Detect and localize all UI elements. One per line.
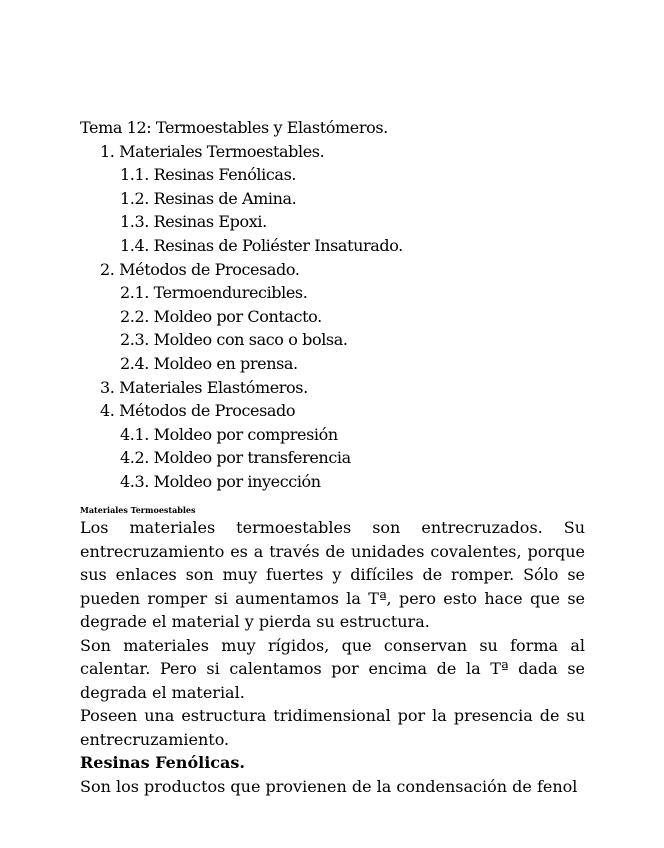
table-of-contents <box>80 116 600 494</box>
outline-item: 3. Materiales Elastómeros. <box>100 377 308 397</box>
subheading: Resinas Fenólicas. <box>80 753 245 772</box>
paragraph: Poseen una estructura tridimensional por la presencia de su entrecruzamiento. <box>80 706 585 749</box>
outline-item: 1.4. Resinas de Poliéster Insaturado. <box>120 235 403 255</box>
outline-item: 1.3. Resinas Epoxi. <box>120 212 267 232</box>
outline-item: 2.4. Moldeo en prensa. <box>120 353 298 373</box>
paragraph: Son los productos que provienen de la condensación de fenol <box>80 777 578 796</box>
outline-item: 1. Materiales Termoestables. <box>100 141 325 161</box>
outline-item: 2.2. Moldeo por Contacto. <box>120 306 322 326</box>
paragraph: Son materiales muy rígidos, que conservan su forma al calentar. Pero si calentamos por encima de la Tª dada se degrada el material. <box>80 635 585 702</box>
outline-item: 2.1. Termoendurecibles. <box>120 283 308 303</box>
outline-item: 4. Métodos de Procesado <box>100 401 296 421</box>
paragraph: Los materiales termoestables son entrecruzados. Su entrecruzamiento es a través de unidades covalentes, porque sus enlaces son muy fuertes y difíciles de romper. Sólo se pueden romper si aumentamos la Tª, pero esto hace que se degrade el material y pierda su estructura. <box>80 518 585 631</box>
outline-item: 4.2. Moldeo por transferencia <box>120 448 351 468</box>
outline-item: 1.1. Resinas Fenólicas. <box>120 165 297 185</box>
outline-item: 4.3. Moldeo por inyección <box>120 471 321 491</box>
document-body <box>80 504 585 799</box>
outline-item: 4.1. Moldeo por compresión <box>120 424 338 444</box>
outline-item: 2. Métodos de Procesado. <box>100 259 300 279</box>
section-heading: Materiales Termoestables <box>80 505 196 515</box>
outline-item: 2.3. Moldeo con saco o bolsa. <box>120 330 348 350</box>
document-title: Tema 12: Termoestables y Elastómeros. <box>80 118 388 137</box>
outline-item: 1.2. Resinas de Amina. <box>120 188 297 208</box>
